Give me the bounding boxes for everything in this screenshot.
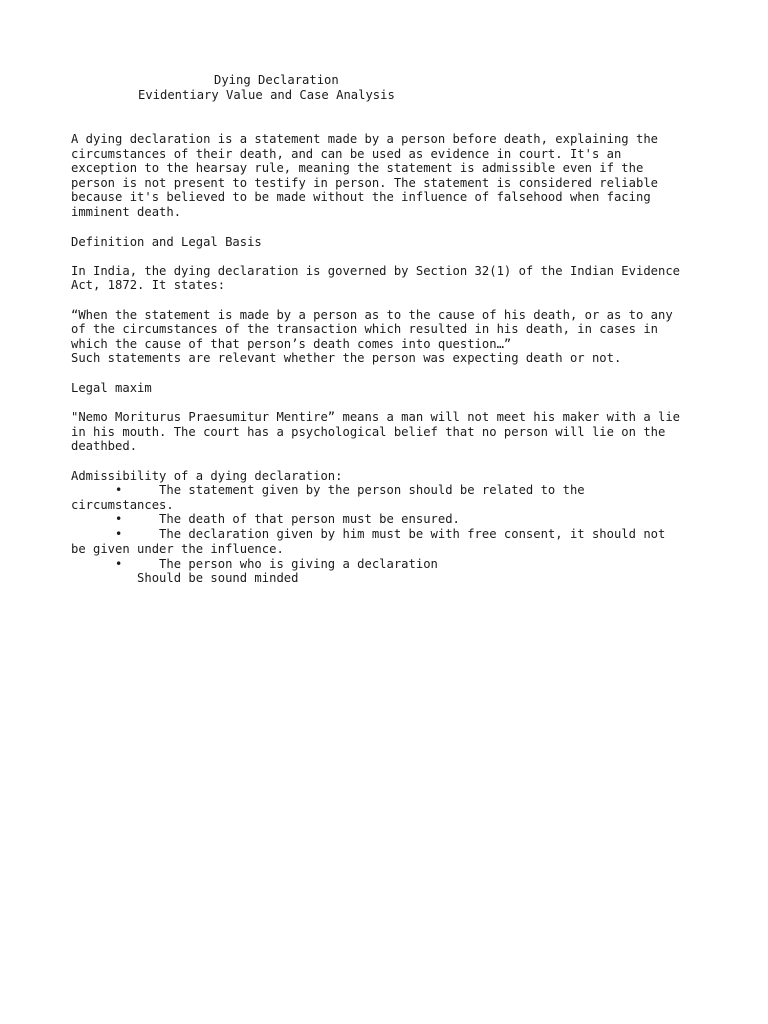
definition-line: Act, 1872. It states: <box>71 278 226 292</box>
intro-line: A dying declaration is a statement made by a person before death, explaining the <box>71 132 658 146</box>
admissibility-line: • The declaration given by him must be with free consent, it should not <box>71 527 666 541</box>
intro-line: circumstances of their death, and can be used as evidence in court. It's an <box>71 146 622 161</box>
maxim-line: deathbed. <box>71 439 138 453</box>
admissibility-line: • The statement given by the person should be related to the <box>71 483 585 497</box>
definition-line: In India, the dying declaration is governed by Section 32(1) of the Indian Evidence <box>71 263 681 278</box>
maxim-line: in his mouth. The court has a psychological belief that no person will lie on the <box>71 424 666 439</box>
quote-line: Such statements are relevant whether the person was expecting death or not. <box>71 351 622 365</box>
intro-line: because it's believed to be made without the influence of falsehood when facing <box>71 190 651 205</box>
quote-line: of the circumstances of the transaction which resulted in his death, in cases in <box>71 322 658 336</box>
intro-line: person is not present to testify in person. The statement is considered reliable <box>71 175 658 190</box>
admissibility-heading: Admissibility of a dying declaration: <box>71 468 343 483</box>
admissibility-line: be given under the influence. <box>71 541 284 556</box>
admissibility-line: circumstances. <box>71 497 174 512</box>
definition-heading: Definition and Legal Basis <box>71 234 262 249</box>
admissibility-line: • The person who is giving a declaration <box>71 556 438 571</box>
document-subtitle: Evidentiary Value and Case Analysis <box>138 88 395 102</box>
document-title: Dying Declaration <box>214 73 339 87</box>
intro-line: exception to the hearsay rule, meaning the statement is admissible even if the <box>71 161 644 176</box>
admissibility-line: • The death of that person must be ensured. <box>71 512 460 526</box>
quote-line: which the cause of that person’s death comes into question…” <box>71 336 512 351</box>
maxim-heading: Legal maxim <box>71 380 152 395</box>
quote-line: “When the statement is made by a person as to the cause of his death, or as to any <box>71 307 673 322</box>
intro-line: imminent death. <box>71 205 182 219</box>
maxim-line: "Nemo Moriturus Praesumitur Mentire” means a man will not meet his maker with a lie <box>71 410 681 424</box>
admissibility-line: Should be sound minded <box>71 571 299 585</box>
